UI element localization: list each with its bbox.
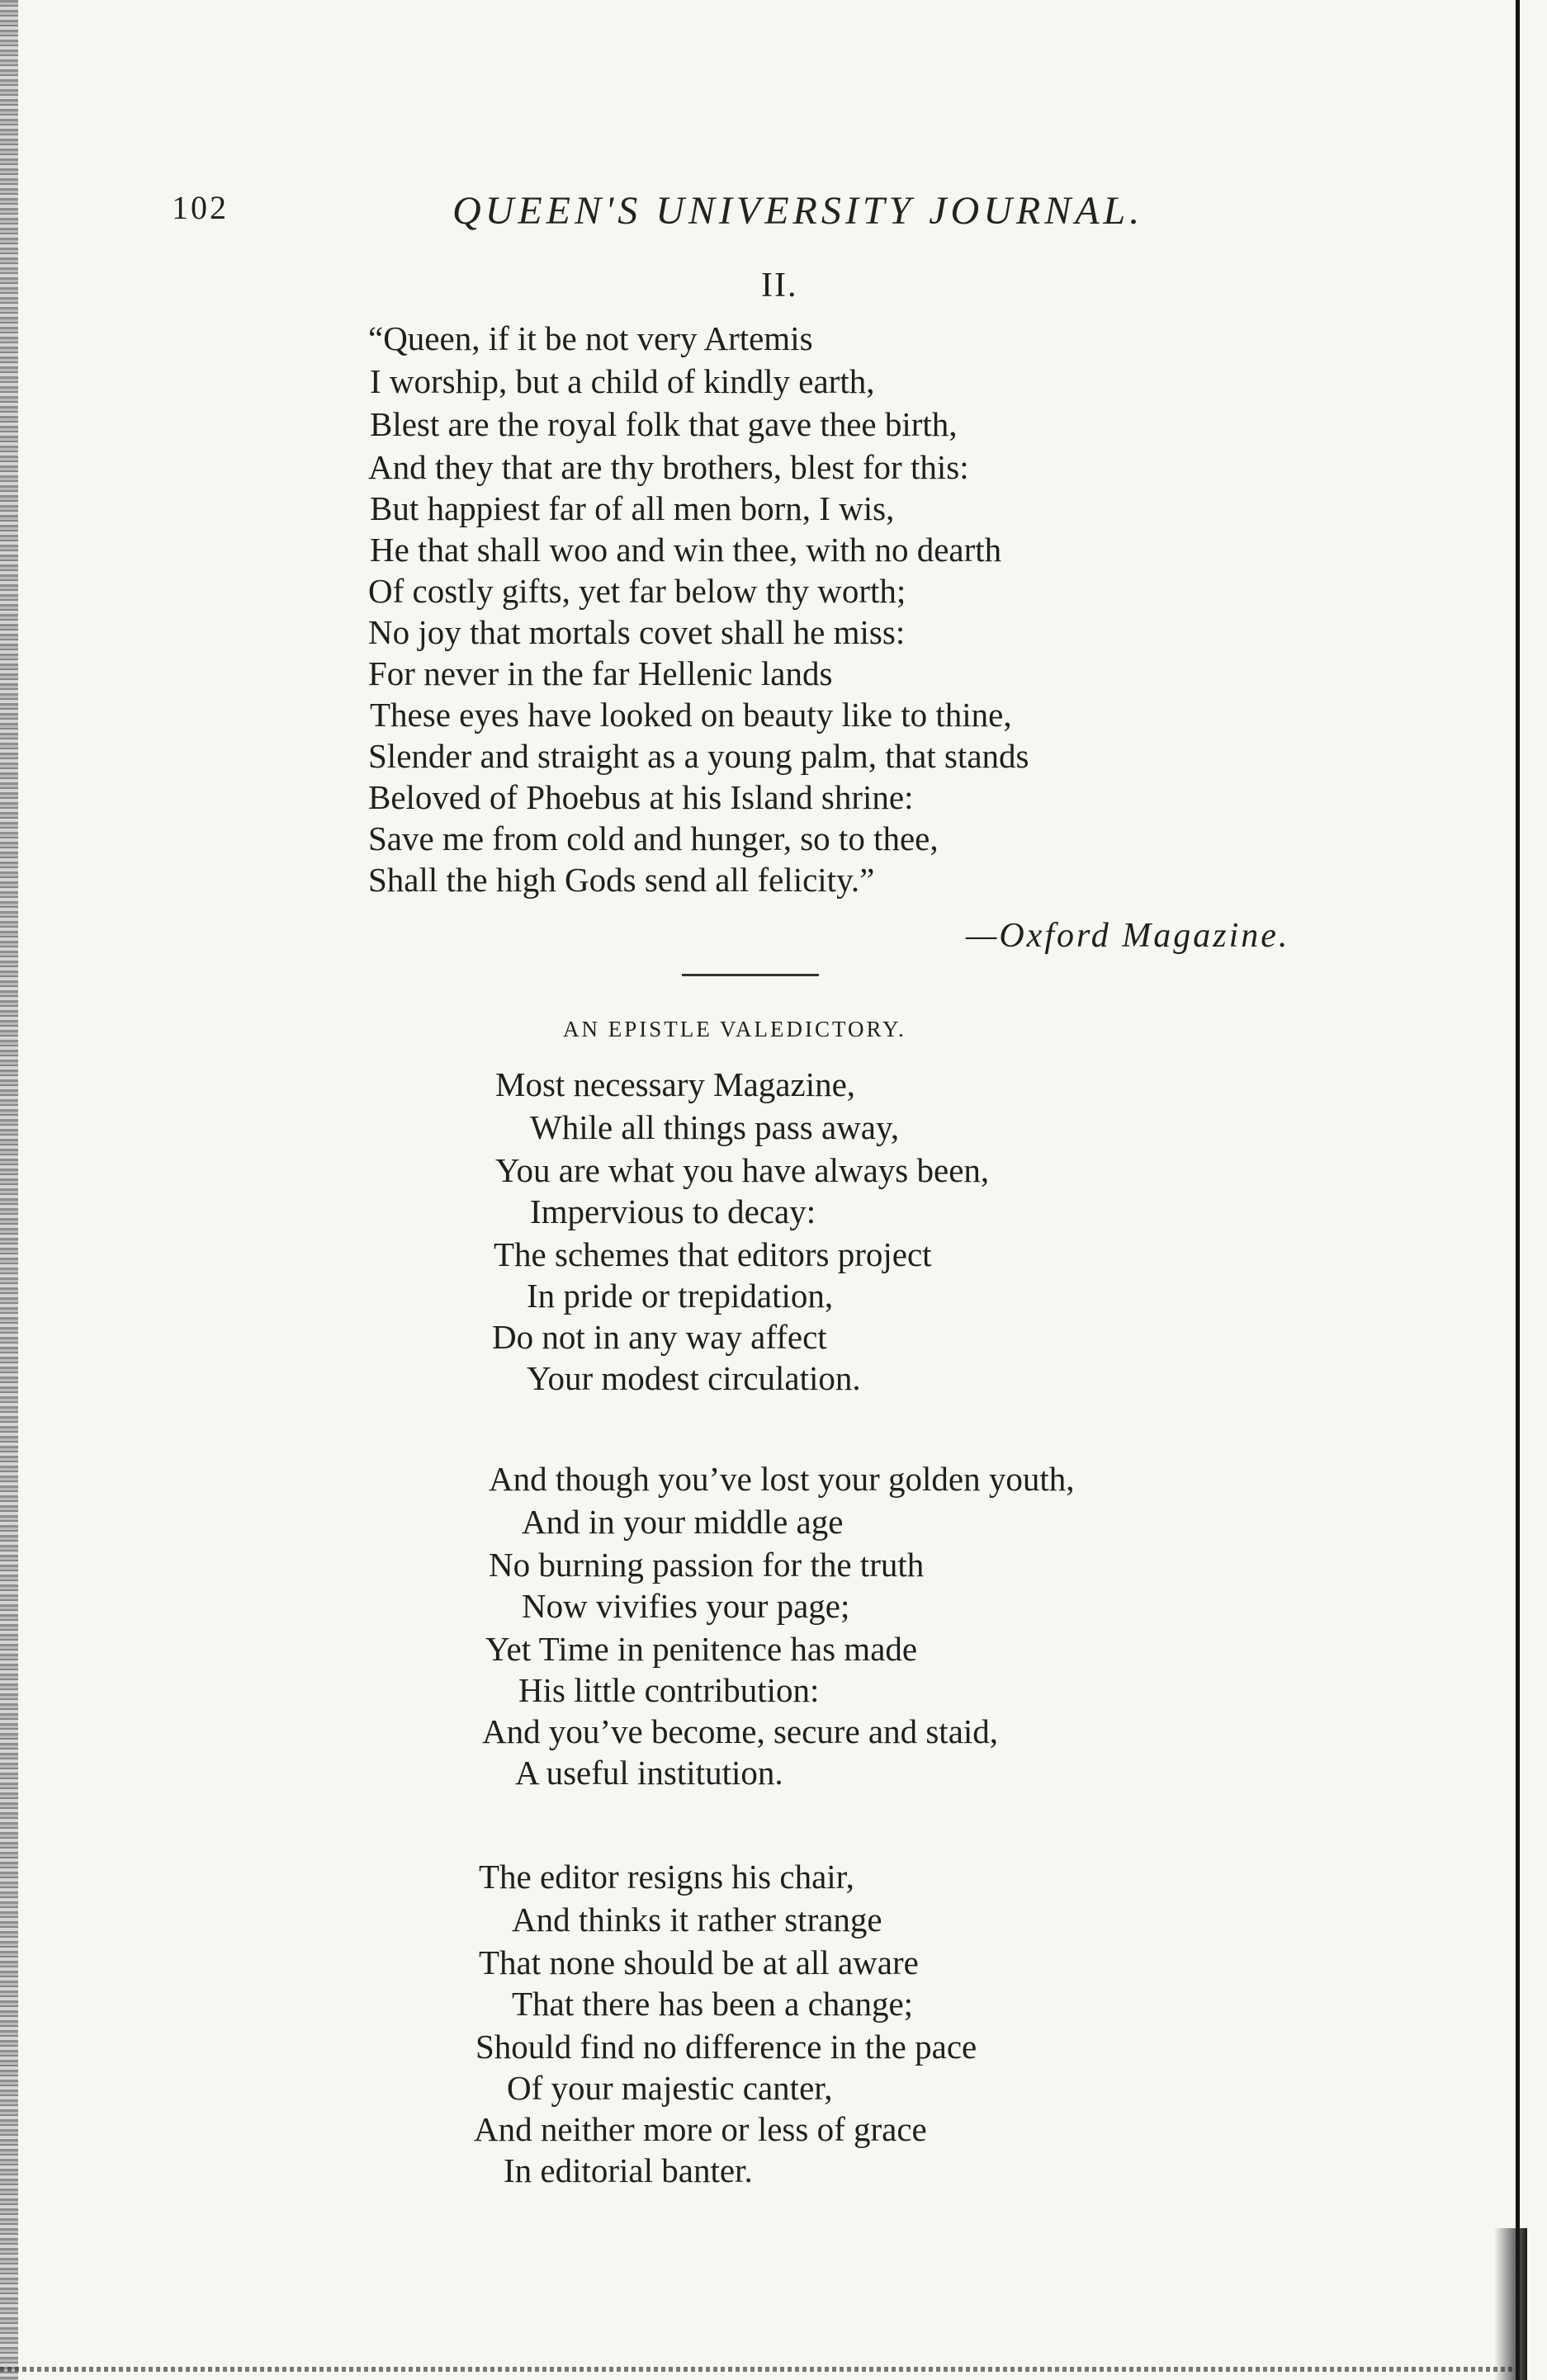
sonnet-attribution: —Oxford Magazine.	[966, 917, 1290, 955]
section-divider	[682, 974, 819, 976]
verse-line: Save me from cold and hunger, so to thee,	[368, 819, 939, 857]
verse-line: Blest are the royal folk that gave thee birth,	[370, 405, 958, 443]
verse-line: “Queen, if it be not very Artemis	[368, 319, 813, 357]
verse-line: These eyes have looked on beauty like to thine,	[370, 696, 1012, 734]
verse-line: Of costly gifts, yet far below thy worth;	[368, 572, 906, 610]
verse-line: No joy that mortals covet shall he miss:	[368, 613, 906, 651]
verse-line: While all things pass away,	[530, 1108, 900, 1146]
verse-line: And you’ve become, secure and staid,	[482, 1712, 999, 1750]
verse-line: Shall the high Gods send all felicity.”	[368, 861, 875, 899]
verse-line: And neither more or less of grace	[474, 2110, 927, 2148]
sonnet-numeral: II.	[761, 267, 798, 305]
verse-line: And thinks it rather strange	[512, 1901, 882, 1938]
verse-line: A useful institution.	[515, 1754, 783, 1792]
poem-title: AN EPISTLE VALEDICTORY.	[563, 1017, 906, 1041]
verse-line: He that shall woo and win thee, with no dearth	[370, 531, 1002, 569]
verse-line: Beloved of Phoebus at his Island shrine:	[368, 778, 914, 816]
verse-line: Your modest circulation.	[527, 1359, 861, 1397]
binding-edge	[0, 0, 18, 2380]
verse-line: That there has been a change;	[512, 1985, 914, 2023]
page-edge-blot	[1494, 2228, 1527, 2380]
verse-line: Should find no difference in the pace	[475, 2028, 977, 2066]
verse-line: You are what you have always been,	[495, 1151, 990, 1189]
verse-line: Now vivifies your page;	[522, 1587, 850, 1625]
verse-line: Slender and straight as a young palm, that stands	[368, 737, 1029, 775]
verse-line: But happiest far of all men born, I wis,	[370, 489, 895, 527]
verse-line: And though you’ve lost your golden youth,	[489, 1460, 1075, 1498]
verse-line: In pride or trepidation,	[527, 1277, 834, 1315]
bottom-edge	[0, 2367, 1516, 2372]
verse-line: No burning passion for the truth	[489, 1546, 925, 1584]
page-edge-shadow	[1516, 0, 1520, 2380]
verse-line: And they that are thy brothers, blest for this:	[368, 448, 969, 486]
page-number: 102	[172, 189, 229, 226]
verse-line: The editor resigns his chair,	[479, 1858, 854, 1896]
verse-line: For never in the far Hellenic lands	[368, 654, 833, 692]
verse-line: I worship, but a child of kindly earth,	[370, 362, 875, 400]
verse-line: The schemes that editors project	[494, 1235, 932, 1273]
verse-line: That none should be at all aware	[479, 1943, 919, 1981]
verse-line: Of your majestic canter,	[507, 2069, 833, 2107]
verse-line: And in your middle age	[522, 1503, 844, 1541]
verse-line: Most necessary Magazine,	[495, 1065, 856, 1103]
running-head: QUEEN'S UNIVERSITY JOURNAL.	[452, 189, 1144, 233]
verse-line: In editorial banter.	[504, 2151, 753, 2189]
verse-line: Do not in any way affect	[492, 1318, 827, 1356]
verse-line: Yet Time in penitence has made	[485, 1630, 918, 1668]
verse-line: Impervious to decay:	[530, 1192, 816, 1230]
verse-line: His little contribution:	[518, 1671, 820, 1709]
